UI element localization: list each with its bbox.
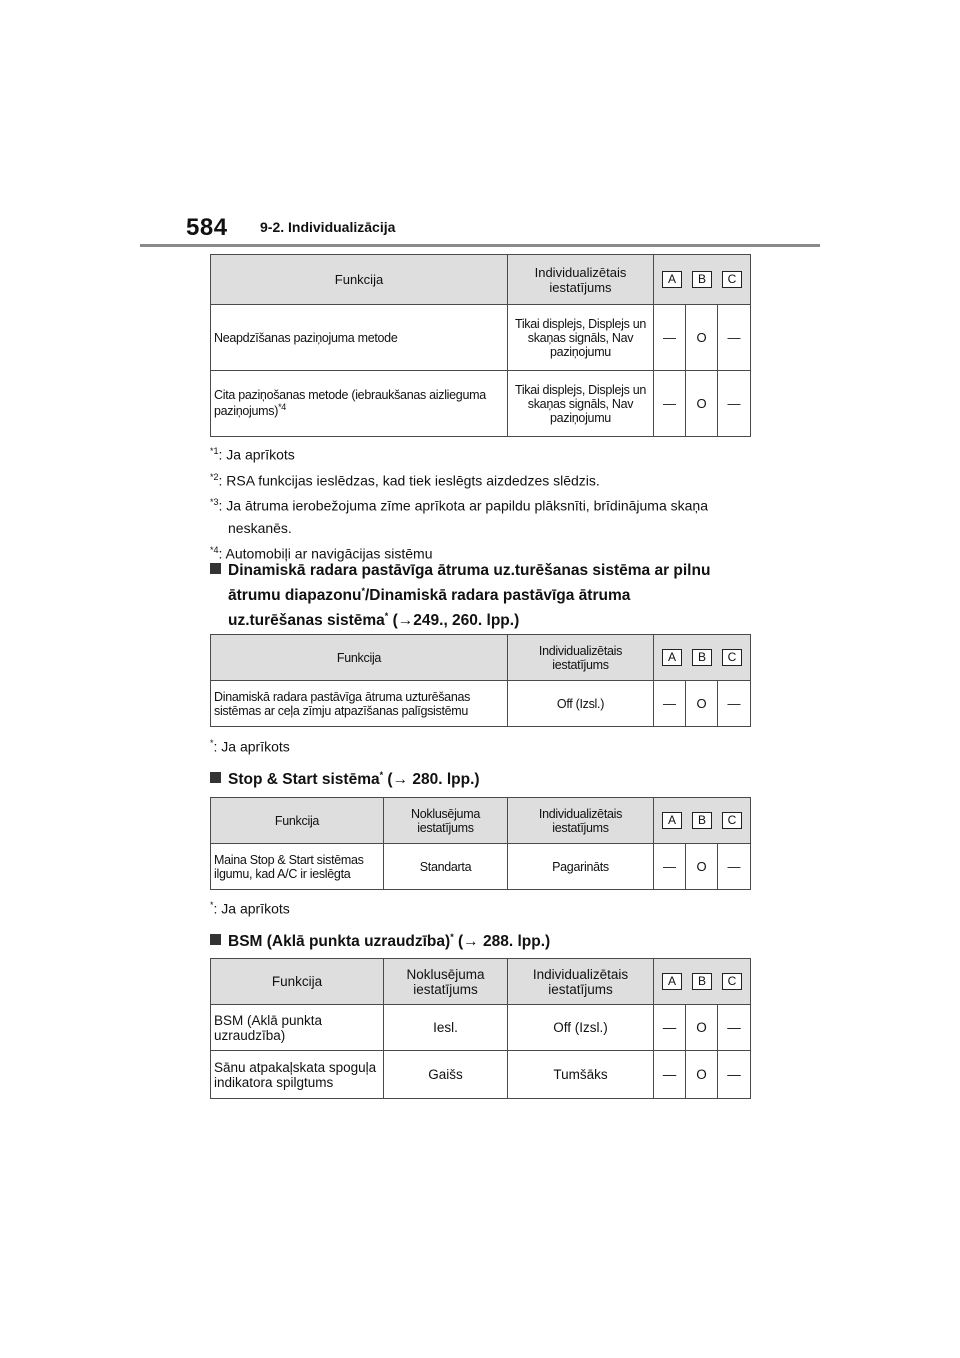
footnote-ref: * <box>384 611 389 622</box>
b-cell: O <box>686 681 718 727</box>
footnote <box>210 895 290 919</box>
heading-line: ātrumu diapazonu <box>228 587 362 605</box>
bullet-square-icon <box>210 934 221 945</box>
column-header-custom-setting: Individualizētais iestatījums <box>508 255 654 305</box>
default-setting-cell: Gaišs <box>384 1051 508 1099</box>
section-heading-stop-start <box>210 765 480 790</box>
page-reference-link[interactable]: (→ 288. lpp.) <box>453 933 551 951</box>
column-header-function: Funkcija <box>211 798 384 844</box>
footnote-mark: *1 <box>210 446 219 456</box>
footnote-ref: *4 <box>278 402 287 413</box>
b-cell: O <box>686 1005 718 1051</box>
footnote <box>210 440 708 466</box>
table-row <box>211 1051 751 1099</box>
table-row <box>211 844 751 890</box>
page-number: 584 <box>186 214 228 241</box>
column-header-abc <box>654 255 751 305</box>
b-cell: O <box>686 1051 718 1099</box>
page-reference-link[interactable]: (→ 280. lpp.) <box>383 771 480 789</box>
abc-label-a: A <box>662 649 682 666</box>
custom-setting-cell: Pagarināts <box>508 844 654 890</box>
c-cell: — <box>718 371 751 437</box>
abc-label-c: C <box>722 271 742 288</box>
function-cell: Neapdzīšanas paziņojuma metode <box>211 305 508 371</box>
bsm-table <box>210 958 751 1099</box>
footnote-text: : RSA funkcijas ieslēdzas, kad tiek ieslēgts aizdedzes slēdzis. <box>218 472 600 489</box>
heading-line: /Dinamiskā radara pastāvīga ātruma <box>365 587 631 605</box>
table-row <box>211 681 751 727</box>
c-cell: — <box>718 844 751 890</box>
function-cell: BSM (Aklā punkta uzraudzība) <box>211 1005 384 1051</box>
radar-cruise-table <box>210 634 751 727</box>
abc-label-b: B <box>692 973 712 990</box>
a-cell: — <box>654 371 686 437</box>
abc-label-a: A <box>662 812 682 829</box>
heading-line: Dinamiskā radara pastāvīga ātruma uz.turēšanas sistēma ar pilnu <box>228 562 711 579</box>
section-heading-bsm <box>210 927 550 952</box>
footnote-mark: *2 <box>210 471 219 482</box>
default-setting-cell: Standarta <box>384 844 508 890</box>
abc-label-c: C <box>722 649 742 666</box>
footnote-text: : Ja ātruma ierobežojuma zīme aprīkota ar papildu plāksnīti, brīdinājuma skaņa <box>218 497 708 514</box>
footnote <box>210 466 708 492</box>
heading-title: BSM (Aklā punkta uzraudzība) <box>228 933 451 951</box>
footnote-mark: *3 <box>210 497 219 508</box>
custom-setting-cell: Tumšāks <box>508 1051 654 1099</box>
custom-setting-cell: Tikai displejs, Displejs un skaņas signāls, Nav paziņojumu <box>508 371 654 437</box>
footnote-text: : Ja aprīkots <box>218 446 295 463</box>
abc-label-b: B <box>692 271 712 288</box>
column-header-custom-setting: Individualizētais iestatījums <box>508 635 654 681</box>
abc-label-b: B <box>692 649 712 666</box>
column-header-abc <box>654 798 751 844</box>
footnote <box>210 491 708 517</box>
a-cell: — <box>654 1005 686 1051</box>
heading-line: uz.turēšanas sistēma <box>228 612 385 630</box>
c-cell: — <box>718 305 751 371</box>
abc-label-a: A <box>662 973 682 990</box>
function-cell <box>211 371 508 437</box>
b-cell: O <box>686 305 718 371</box>
function-cell: Sānu atpakaļskata spoguļa indikatora spilgtums <box>211 1051 384 1099</box>
a-cell: — <box>654 681 686 727</box>
column-header-function: Funkcija <box>211 255 508 305</box>
abc-label-b: B <box>692 812 712 829</box>
custom-setting-cell: Off (Izsl.) <box>508 1005 654 1051</box>
column-header-abc <box>654 635 751 681</box>
footnote-continuation: neskanēs. <box>228 519 292 536</box>
abc-label-c: C <box>722 812 742 829</box>
stop-start-table <box>210 797 751 890</box>
abc-label-a: A <box>662 271 682 288</box>
c-cell: — <box>718 1051 751 1099</box>
function-cell: Dinamiskā radara pastāvīga ātruma uzturēšanas sistēmas ar ceļa zīmju atpazīšanas palīgsistēmu <box>211 681 508 727</box>
footnote-text: : Automobiļi ar navigācijas sistēmu <box>218 545 433 562</box>
function-cell: Maina Stop & Start sistēmas ilgumu, kad A/C ir ieslēgta <box>211 844 384 890</box>
default-setting-cell: Iesl. <box>384 1005 508 1051</box>
column-header-custom-setting: Individualizētais iestatījums <box>508 959 654 1005</box>
footnote-mark: * <box>210 738 214 748</box>
table-row <box>211 305 751 371</box>
column-header-custom-setting: Individualizētais iestatījums <box>508 798 654 844</box>
custom-setting-cell: Off (Izsl.) <box>508 681 654 727</box>
column-header-default-setting: Noklusējuma iestatījums <box>384 959 508 1005</box>
function-text: Cita paziņošanas metode (iebraukšanas aizlieguma paziņojums) <box>214 388 486 419</box>
footnote-mark: *4 <box>210 544 219 555</box>
a-cell: — <box>654 844 686 890</box>
table-row <box>211 1005 751 1051</box>
table-row <box>211 371 751 437</box>
b-cell: O <box>686 844 718 890</box>
footnote-text: : Ja aprīkots <box>213 738 290 755</box>
abc-label-c: C <box>722 973 742 990</box>
c-cell: — <box>718 681 751 727</box>
column-header-abc <box>654 959 751 1005</box>
notification-settings-table <box>210 254 751 437</box>
footnote-mark: * <box>210 900 214 910</box>
bullet-square-icon <box>210 563 221 574</box>
header-rule <box>140 244 820 247</box>
bullet-square-icon <box>210 772 221 783</box>
c-cell: — <box>718 1005 751 1051</box>
footnote-list <box>210 440 708 565</box>
footnote-ref: * <box>450 932 454 942</box>
page-reference-link[interactable]: (→249., 260. lpp.) <box>388 612 520 630</box>
footnote-ref: * <box>361 586 365 596</box>
a-cell: — <box>654 305 686 371</box>
section-title: 9-2. Individualizācija <box>260 219 396 235</box>
b-cell: O <box>686 371 718 437</box>
column-header-function: Funkcija <box>211 635 508 681</box>
column-header-function: Funkcija <box>211 959 384 1005</box>
a-cell: — <box>654 1051 686 1099</box>
heading-title: Stop & Start sistēma <box>228 771 380 789</box>
footnote <box>210 733 290 757</box>
footnote-text: : Ja aprīkots <box>213 900 290 917</box>
section-heading-radar-cruise <box>210 560 710 631</box>
footnote-ref: * <box>379 770 384 780</box>
custom-setting-cell: Tikai displejs, Displejs un skaņas signāls, Nav paziņojumu <box>508 305 654 371</box>
column-header-default-setting: Noklusējuma iestatījums <box>384 798 508 844</box>
